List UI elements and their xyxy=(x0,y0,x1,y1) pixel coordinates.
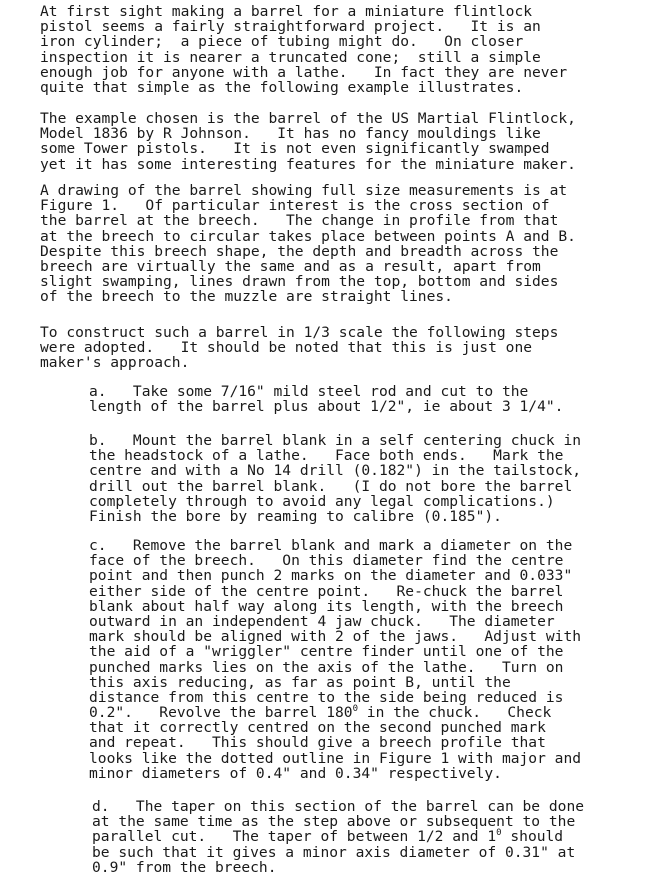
text-run: should xyxy=(501,828,564,846)
degree-superscript: 0 xyxy=(496,828,502,839)
text-line: At first sight making a barrel for a miniature flintlock xyxy=(40,3,533,20)
paragraph-example xyxy=(40,111,576,172)
text-line-revolve xyxy=(89,705,581,720)
text-run: 0.2". Revolve the barrel 180 xyxy=(89,704,353,722)
text-line: b. Mount the barrel blank in a self centering chuck in xyxy=(89,432,582,449)
text-line: punched marks lies on the axis of the lathe. Turn on xyxy=(89,658,564,676)
text-line: quite that simple as the following example illustrates. xyxy=(40,78,524,96)
text-line: To construct such a barrel in 1/3 scale the following steps xyxy=(40,324,559,341)
text-line: of the breech to the muzzle are straight lines. xyxy=(40,288,453,306)
text-line: either side of the centre point. Re-chuck the barrel xyxy=(89,582,564,600)
text-line: this axis reducing, as far as point B, until the xyxy=(89,673,511,691)
text-line: 0.9" from the breech. xyxy=(92,858,277,876)
step-b xyxy=(89,433,581,524)
text-line: some Tower pistols. It is not even significantly swamped xyxy=(40,140,550,158)
text-line: iron cylinder; a piece of tubing might do. On closer xyxy=(40,33,524,51)
text-line: breech are virtually the same and as a result, apart from xyxy=(40,257,541,275)
text-line: at the breech to circular takes place between points A and B. xyxy=(40,227,576,245)
text-line: looks like the dotted outline in Figure 1 with major and xyxy=(89,749,582,767)
text-line: inspection it is nearer a truncated cone; still a simple xyxy=(40,48,541,66)
text-line: the aid of a "wriggler" centre finder until one of the xyxy=(89,643,564,661)
text-line: length of the barrel plus about 1/2", ie about 3 1/4". xyxy=(89,398,564,416)
text-line: c. Remove the barrel blank and mark a diameter on the xyxy=(89,537,573,554)
text-line: slight swamping, lines drawn from the top, bottom and sides xyxy=(40,273,559,291)
text-line: face of the breech. On this diameter find the centre xyxy=(89,552,564,570)
text-line: A drawing of the barrel showing full size measurements is at xyxy=(40,182,568,199)
text-line: Finish the bore by reaming to calibre (0.185"). xyxy=(89,507,502,525)
paragraph-construct xyxy=(40,325,558,371)
text-line: d. The taper on this section of the barrel can be done xyxy=(92,798,585,815)
text-line: outward in an independent 4 jaw chuck. The diameter xyxy=(89,612,555,630)
text-line: pistol seems a fairly straightforward project. It is an xyxy=(40,18,541,36)
paragraph-drawing xyxy=(40,183,576,305)
text-line: Figure 1. Of particular interest is the cross section of xyxy=(40,197,550,215)
text-line: and repeat. This should give a breech profile that xyxy=(89,734,546,752)
text-line: centre and with a No 14 drill (0.182") in the tailstock, xyxy=(89,462,582,480)
degree-superscript: 0 xyxy=(352,704,359,715)
text-line: drill out the barrel blank. (I do not bore the barrel xyxy=(89,477,573,495)
text-run: in the chuck. Check xyxy=(358,704,552,722)
text-line: point and then punch 2 marks on the diameter and 0.033" xyxy=(89,567,573,585)
paragraph-intro xyxy=(40,4,567,95)
text-line: mark should be aligned with 2 of the jaws. Adjust with xyxy=(89,628,582,646)
step-a xyxy=(89,384,563,414)
text-line: minor diameters of 0.4" and 0.34" respectively. xyxy=(89,764,502,782)
text-line: yet it has some interesting features for the miniature maker. xyxy=(40,155,576,173)
text-line: were adopted. It should be noted that this is just one xyxy=(40,339,533,357)
text-line-taper xyxy=(92,829,584,844)
text-run: parallel cut. The taper of between 1/2 and 1 xyxy=(92,828,497,846)
text-line: the headstock of a lathe. Face both ends. Mark the xyxy=(89,447,564,465)
text-line: at the same time as the step above or subsequent to the xyxy=(92,813,576,831)
text-line: the barrel at the breech. The change in profile from that xyxy=(40,212,559,230)
text-line: completely through to avoid any legal complications.) xyxy=(89,492,555,510)
text-line: distance from this centre to the side being reduced is xyxy=(89,688,564,706)
step-d xyxy=(92,799,584,875)
text-line: The example chosen is the barrel of the US Martial Flintlock, xyxy=(40,110,576,127)
text-line: be such that it gives a minor axis diameter of 0.31" at xyxy=(92,843,576,861)
text-line: a. Take some 7/16" mild steel rod and cut to the xyxy=(89,383,529,400)
text-line: enough job for anyone with a lathe. In fact they are never xyxy=(40,63,568,81)
text-line: blank about half way along its length, with the breech xyxy=(89,597,564,615)
text-line: that it correctly centred on the second punched mark xyxy=(89,719,546,737)
text-line: Despite this breech shape, the depth and breadth across the xyxy=(40,242,559,260)
text-line: maker's approach. xyxy=(40,354,190,372)
step-c xyxy=(89,538,581,781)
text-line: Model 1836 by R Johnson. It has no fancy mouldings like xyxy=(40,125,541,143)
